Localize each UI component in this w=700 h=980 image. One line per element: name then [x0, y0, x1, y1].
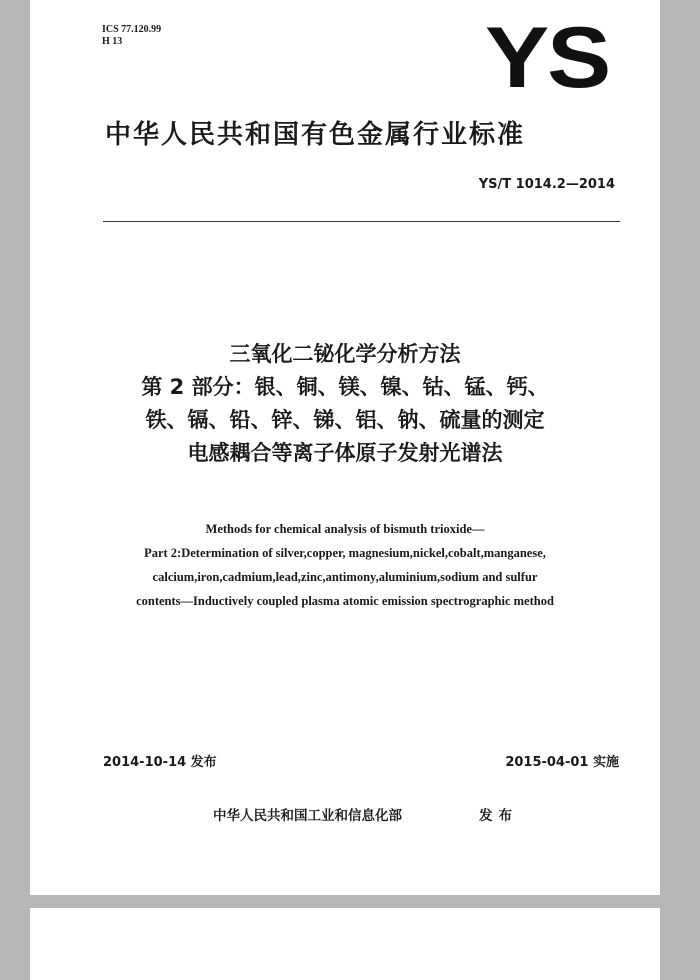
standard-category-title: 中华人民共和国有色金属行业标准 — [105, 120, 526, 150]
classification-codes — [102, 24, 161, 48]
chinese-title-line: 三氧化二铋化学分析方法 — [229, 342, 461, 366]
header-divider — [103, 221, 620, 222]
publisher-name: 中华人民共和国工业和信息化部 — [213, 808, 402, 824]
issue-date: 2014-10-14 发布 — [103, 755, 217, 770]
publish-label: 发布 — [479, 808, 518, 824]
english-title-line: contents—Inductively coupled plasma atomic emission spectrographic method — [136, 594, 554, 608]
chinese-title-line: 第 2 部分：银、铜、镁、镍、钴、锰、钙、 — [141, 375, 549, 399]
standard-number: YS/T 1014.2—2014 — [478, 177, 615, 192]
chinese-title-line: 电感耦合等离子体原子发射光谱法 — [187, 441, 503, 465]
chinese-title — [30, 338, 660, 470]
english-title-line: Part 2:Determination of silver,copper, magnesium,nickel,cobalt,manganese, — [144, 546, 546, 560]
ccs-code: H 13 — [102, 36, 123, 47]
document-page — [30, 0, 660, 895]
english-title-line: Methods for chemical analysis of bismuth trioxide— — [205, 522, 485, 536]
english-title — [30, 517, 660, 613]
english-title-line: calcium,iron,cadmium,lead,zinc,antimony,aluminium,sodium and sulfur — [152, 570, 538, 584]
next-page-preview — [30, 908, 660, 980]
ics-code: ICS 77.120.99 — [102, 24, 162, 35]
ys-logo: YS — [485, 10, 610, 106]
effective-date: 2015-04-01 实施 — [505, 755, 619, 770]
chinese-title-line: 铁、镉、铅、锌、锑、铝、钠、硫量的测定 — [145, 408, 545, 432]
